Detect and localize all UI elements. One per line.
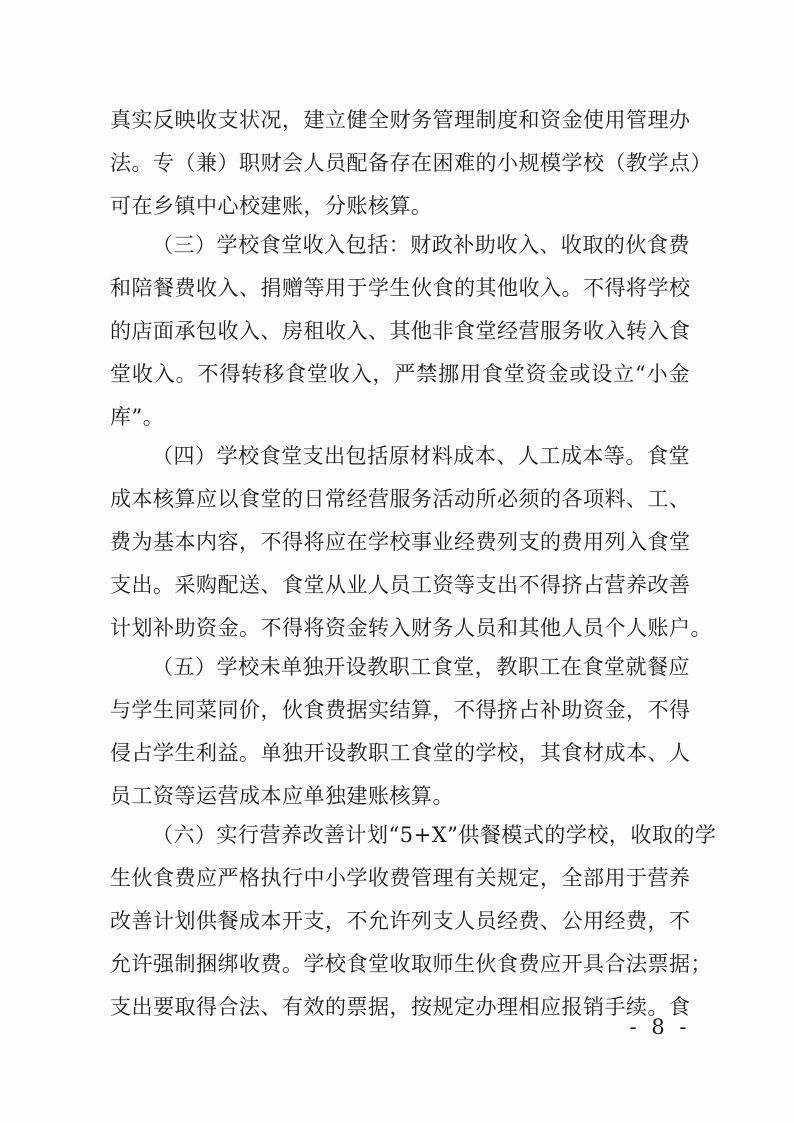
text-line: 费为基本内容，不得将应在学校事业经费列支的费用列入食堂 [110, 530, 691, 554]
text-line: 成本核算应以食堂的日常经营服务活动所必须的各项料、工、 [110, 487, 691, 511]
text-line: 可在乡镇中心校建账，分账核算。 [110, 194, 433, 218]
text-line: 改善计划供餐成本开支，不允许列支人员经费、公用经费，不 [110, 909, 691, 933]
text-line: 与学生同菜同价，伙食费据实结算，不得挤占补助资金，不得 [110, 698, 691, 722]
text-line: 的店面承包收入、房租收入、其他非食堂经营服务收入转入食 [110, 319, 691, 343]
paragraph-first-line: （四）学校食堂支出包括原材料成本、人工成本等。食堂 [152, 444, 690, 468]
text-line: 堂收入。不得转移食堂收入，严禁挪用食堂资金或设立“小金 [110, 362, 690, 386]
paragraph-first-line: （三）学校食堂收入包括：财政补助收入、收取的伙食费 [152, 233, 690, 257]
text-line: 侵占学生利益。单独开设教职工食堂的学校，其食材成本、人 [110, 741, 691, 765]
text-line: 允许强制捆绑收费。学校食堂收取师生伙食费应开具合法票据； [110, 952, 712, 976]
text-line: 计划补助资金。不得将资金转入财务人员和其他人员个人账户。 [110, 616, 712, 640]
paragraph-first-line: （六）实行营养改善计划“5+X”供餐模式的学校，收取的学 [152, 823, 717, 847]
paragraph-first-line: （五）学校未单独开设教职工食堂，教职工在食堂就餐应 [152, 655, 690, 679]
text-line: 支出要取得合法、有效的票据，按规定办理相应报销手续。食 [110, 995, 691, 1019]
text-line: 支出。采购配送、食堂从业人员工资等支出不得挤占营养改善 [110, 573, 691, 597]
text-line: 和陪餐费收入、捐赠等用于学生伙食的其他收入。不得将学校 [110, 276, 691, 300]
text-line: 法。专（兼）职财会人员配备存在困难的小规模学校（教学点） [110, 151, 712, 175]
text-line: 库”。 [110, 405, 165, 429]
text-line: 员工资等运营成本应单独建账核算。 [110, 784, 454, 808]
text-line: 真实反映收支状况，建立健全财务管理制度和资金使用管理办 [110, 108, 691, 132]
text-line: 生伙食费应严格执行中小学收费管理有关规定，全部用于营养 [110, 866, 691, 890]
page-number: - 8 - [629, 1015, 691, 1039]
